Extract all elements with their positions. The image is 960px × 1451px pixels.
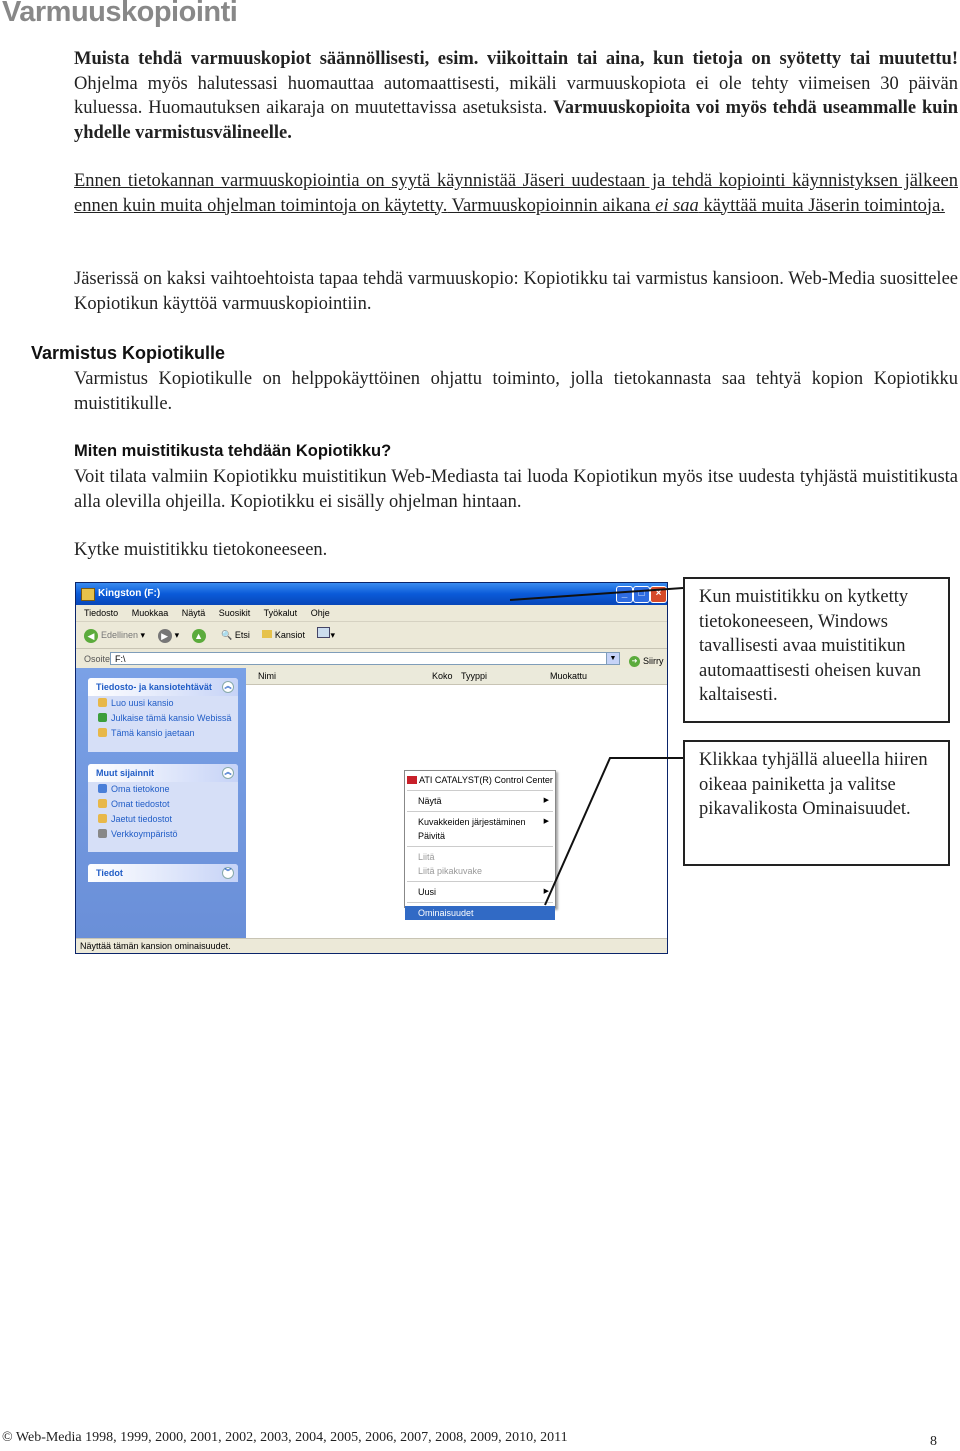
search-icon: 🔍 <box>221 630 233 640</box>
go-label: Siirry <box>643 656 664 666</box>
menu-file[interactable]: Tiedosto <box>84 608 119 618</box>
menu-item-properties[interactable]: Ominaisuudet <box>405 906 555 920</box>
warning-text-2: Varmuuskopioinnin aikana <box>447 195 656 216</box>
submenu-arrow-icon: ▶ <box>543 888 549 895</box>
task-share-folder[interactable]: Tämä kansio jaetaan <box>88 726 238 741</box>
callout-box-1: Kun muistitikku on kytketty tietokoneeseen, Windows tavallisesti avaa muistitikun automaattisesti oheisen kuvan kaltaisesti. <box>683 577 950 723</box>
column-size[interactable]: Koko <box>432 671 453 681</box>
back-button[interactable]: ◀ Edellinen ▾ <box>84 622 145 648</box>
options-paragraph: Jäserissä on kaksi vaihtoehtoista tapaa tehdä varmuuskopio: Kopiotikku tai varmistus kansioon. Web-Media suosittelee Kopiotikun käyttöä varmuuskopiointiin. <box>74 269 958 314</box>
other-places-header[interactable]: Muut sijainnit ︽ <box>88 764 238 782</box>
leader-line-2 <box>545 758 683 905</box>
back-label: Edellinen <box>101 630 139 640</box>
views-button[interactable]: ▾ <box>317 622 335 648</box>
intro-bold-1: Muista tehdä varmuuskopiot säännöllisesti, esim. viikoittain tai aina, kun tietoja on syötetty tai muutettu! <box>74 49 958 69</box>
warning-text-1: Ennen tietokannan varmuuskopiointia on syytä käynnistää Jäseri uudestaan ja tehdä kopiointi käynnistyksen jälkeen ennen kuin muita ohjelman toimintoja on käytetty. <box>74 171 958 216</box>
collapse-icon[interactable]: ︽ <box>222 681 234 693</box>
column-type[interactable]: Tyyppi <box>461 671 488 681</box>
status-text: Näyttää tämän kansion ominaisuudet. <box>80 941 231 951</box>
details-header[interactable]: Tiedot ︾ <box>88 864 238 882</box>
back-arrow-icon: ◀ <box>84 629 98 643</box>
submenu-arrow-icon: ▶ <box>543 818 549 825</box>
place-shared-documents[interactable]: Jaetut tiedostot <box>88 812 238 827</box>
close-icon[interactable]: × <box>650 586 667 603</box>
address-value: F:\ <box>115 654 126 664</box>
minimize-icon[interactable]: _ <box>616 586 633 603</box>
leader-line-1 <box>510 588 683 600</box>
callout-box-2: Klikkaa tyhjällä alueella hiiren oikeaa painiketta ja valitse pikavalikosta Ominaisuudet. <box>683 740 950 866</box>
sub-heading: Miten muistitikusta tehdään Kopiotikku? <box>74 442 392 460</box>
menu-item-arrange[interactable]: Kuvakkeiden järjestäminen ▶ <box>418 817 549 827</box>
menu-item-paste-shortcut: Liitä pikakuvake <box>418 866 483 876</box>
task-publish-web[interactable]: Julkaise tämä kansio Webissä <box>88 711 238 726</box>
page-number: 8 <box>930 1434 937 1449</box>
task-new-folder[interactable]: Luo uusi kansio <box>88 696 238 711</box>
footer-copyright: © Web-Media 1998, 1999, 2000, 2001, 2002, 2003, 2004, 2005, 2006, 2007, 2008, 2009, 2010, 2011 <box>2 1430 568 1445</box>
menu-item-paste: Liitä <box>418 852 435 862</box>
expand-icon[interactable]: ︾ <box>222 867 234 879</box>
maximize-icon[interactable]: □ <box>633 586 650 603</box>
place-network[interactable]: Verkkoympäristö <box>88 827 238 842</box>
menu-item-view[interactable]: Näytä ▶ <box>418 796 549 806</box>
folders-label: Kansiot <box>274 630 305 640</box>
place-my-computer[interactable]: Oma tietokone <box>88 782 238 797</box>
window-title: Kingston (F:) <box>98 588 161 599</box>
warning-italic: ei saa <box>655 195 699 216</box>
forward-button[interactable]: ▶ ▾ <box>158 622 180 648</box>
menu-item-new[interactable]: Uusi ▶ <box>418 887 549 897</box>
file-tasks-header[interactable]: Tiedosto- ja kansiotehtävät ︽ <box>88 678 238 696</box>
section-paragraph: Varmistus Kopiotikulle on helppokäyttöinen ohjattu toiminto, jolla tietokannasta saa tehtyä kopion Kopiotikku muistitikulle. <box>74 369 958 414</box>
sub-paragraph: Voit tilata valmiin Kopiotikku muistitikun Web-Mediasta tai luoda Kopiotikun myös itse uudesta tyhjästä muistitikusta alla olevilla ohjeilla. Kopiotikku ei sisälly ohjelman hintaan. <box>74 467 958 512</box>
menu-edit[interactable]: Muokkaa <box>131 608 169 618</box>
step-paragraph: Kytke muistitikku tietokoneeseen. <box>74 540 328 560</box>
column-name[interactable]: Nimi <box>258 671 276 681</box>
page-title: Varmuuskopiointi <box>2 0 238 28</box>
up-folder-icon: ▲ <box>192 629 206 643</box>
menu-view[interactable]: Näytä <box>181 608 206 618</box>
collapse-icon[interactable]: ︽ <box>222 767 234 779</box>
menu-tools[interactable]: Työkalut <box>263 608 298 618</box>
place-my-documents[interactable]: Omat tiedostot <box>88 797 238 812</box>
warning-text-3: käyttää muita Jäserin toimintoja. <box>698 195 945 216</box>
go-arrow-icon: ➜ <box>629 656 640 667</box>
menu-favorites[interactable]: Suosikit <box>218 608 251 618</box>
search-label: Etsi <box>234 630 250 640</box>
forward-arrow-icon: ▶ <box>158 629 172 643</box>
address-label: Osoite <box>84 654 111 664</box>
intro-normal: Ohjelma myös halutessasi huomauttaa automaattisesti, mikäli varmuuskopiota ei ole tehty viimeisen 30 päivän kuluessa. Huomautuksen aikaraja on muutettavissa asetuksista. <box>74 73 958 118</box>
section-heading: Varmistus Kopiotikulle <box>31 343 226 363</box>
submenu-arrow-icon: ▶ <box>543 797 549 804</box>
column-modified[interactable]: Muokattu <box>550 671 588 681</box>
intro-bold-2: Varmuuskopioita voi myös tehdä useammalle kuin yhdelle varmistusvälineelle. <box>74 98 958 143</box>
menu-item-refresh[interactable]: Päivitä <box>418 831 446 841</box>
menu-item-ati[interactable]: ATI CATALYST(R) Control Center <box>405 773 555 787</box>
menu-help[interactable]: Ohje <box>310 608 330 618</box>
address-dropdown-icon[interactable]: ▼ <box>606 653 619 664</box>
